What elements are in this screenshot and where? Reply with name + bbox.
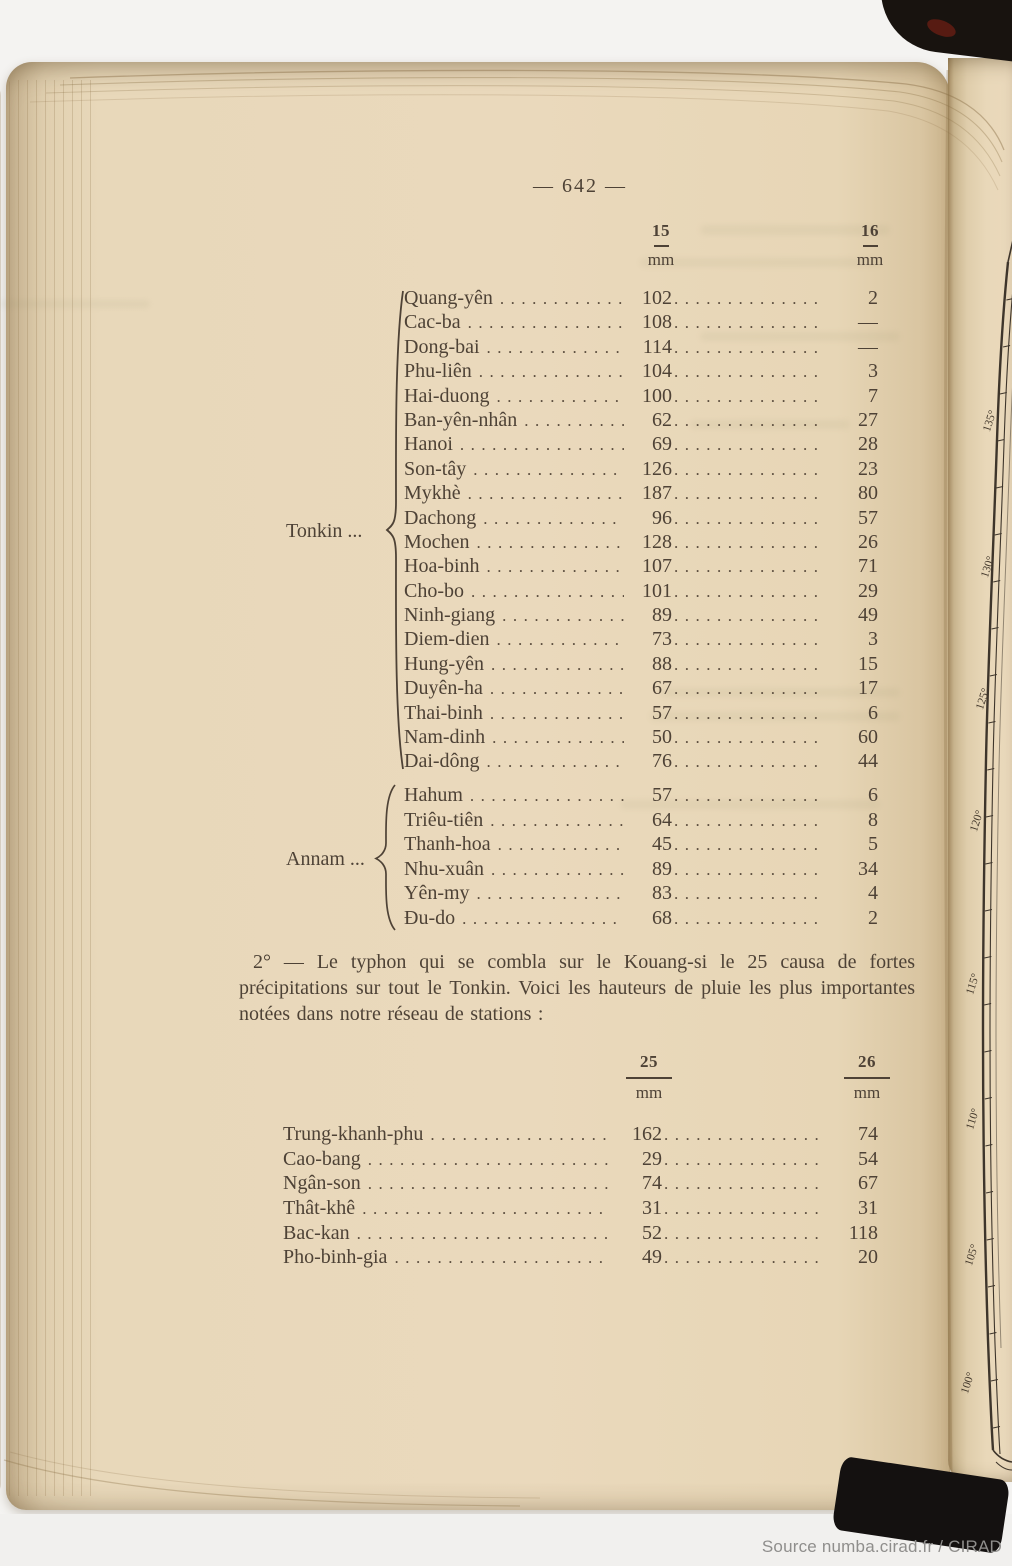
header-rule [654, 245, 669, 247]
day-number: 15 [652, 221, 670, 240]
leader-dots [522, 409, 624, 432]
value-col1: 76 [652, 750, 672, 773]
table-row [404, 701, 878, 725]
station-name: Cho-bo [404, 579, 464, 602]
station-name: Nhu-xuân [404, 857, 484, 880]
leader-dots [662, 1172, 820, 1196]
station-name: Ngân-son [283, 1172, 361, 1195]
leader-dots [672, 858, 822, 882]
station-name: Triêu-tiên [404, 808, 484, 831]
leader-dots [481, 507, 624, 530]
table-row [404, 432, 878, 456]
station-name: Hai-duong [404, 384, 490, 407]
unit-label: mm [856, 250, 884, 269]
page-stack-left-edge [0, 80, 92, 1496]
leader-dots [495, 385, 624, 408]
leader-dots [662, 1222, 820, 1246]
leader-dots [490, 726, 624, 749]
value-col2: 20 [858, 1246, 878, 1269]
value-col1: 107 [642, 555, 672, 578]
station-name: Cao-bang [283, 1147, 361, 1170]
value-col1: 29 [642, 1147, 662, 1170]
station-name: Hahum [404, 784, 463, 806]
day-number: 16 [861, 221, 879, 240]
station-name: Phu-liên [404, 360, 472, 383]
value-col1: 83 [652, 882, 672, 904]
day-number: 25 [640, 1052, 658, 1071]
leader-dots [495, 628, 624, 651]
leader-dots [672, 628, 822, 651]
value-col2: 49 [858, 604, 878, 627]
value-col1: 62 [652, 408, 672, 431]
leader-dots [485, 555, 624, 578]
value-col1: 89 [652, 604, 672, 627]
table-row [404, 832, 878, 857]
station-name: Duyên-ha [404, 677, 483, 700]
value-col1: 68 [652, 906, 672, 929]
leader-dots [466, 311, 624, 334]
leader-dots [477, 360, 624, 383]
table-row [404, 359, 878, 383]
longitude-label: 135° [981, 408, 1000, 434]
table2-col-header-day25 [624, 1052, 674, 1103]
value-col2: 5 [868, 833, 878, 855]
table2-rows [283, 1122, 878, 1270]
unit-label: mm [647, 250, 675, 269]
table-row [404, 286, 878, 310]
value-col2: 6 [868, 701, 878, 724]
leader-dots [466, 482, 624, 505]
station-name: Bac-kan [283, 1221, 350, 1244]
header-rule [844, 1077, 890, 1079]
source-attribution: Source numba.cirad.fr / CIRAD [761, 1537, 1002, 1556]
station-name: Dachong [404, 506, 477, 529]
station-name: Diem-dien [404, 628, 490, 651]
leader-dots [662, 1246, 820, 1270]
leader-dots [469, 580, 624, 603]
leader-dots [468, 784, 624, 808]
station-name: Mochen [404, 530, 470, 553]
table-row [404, 506, 878, 530]
book-binding-corner [874, 0, 1012, 63]
table-row [283, 1221, 878, 1246]
leader-dots [458, 433, 624, 456]
leader-dots [672, 311, 822, 334]
header-rule [863, 245, 878, 247]
leader-dots [496, 833, 624, 857]
value-col1: 126 [642, 457, 672, 480]
value-col2: 54 [858, 1147, 878, 1170]
leader-dots [672, 433, 822, 456]
leader-dots [485, 336, 624, 359]
header-rule [626, 1077, 672, 1079]
station-name: Ninh-giang [404, 604, 496, 627]
value-col2: 28 [858, 433, 878, 456]
leader-dots [672, 677, 822, 700]
leader-dots [672, 336, 822, 359]
longitude-label: 125° [974, 686, 993, 712]
station-name: Dai-dông [404, 750, 480, 773]
value-col2: 2 [868, 906, 878, 929]
leader-dots [460, 907, 624, 931]
value-col2: 57 [858, 506, 878, 529]
leader-dots [672, 809, 822, 833]
value-col2: 67 [858, 1172, 878, 1195]
leader-dots [488, 677, 624, 700]
leader-dots [672, 726, 822, 749]
leader-dots [366, 1172, 610, 1196]
value-col2: 34 [858, 857, 878, 880]
station-name: Trung-khanh-phu [283, 1123, 424, 1145]
value-col1: 57 [652, 784, 672, 806]
leader-dots [672, 702, 822, 725]
value-col1: 114 [642, 335, 672, 358]
value-col1: 187 [642, 482, 672, 505]
value-col2: 2 [868, 287, 878, 309]
leader-dots [366, 1148, 610, 1172]
leader-dots [672, 385, 822, 408]
value-col2: 15 [858, 652, 878, 675]
value-col1: 89 [652, 857, 672, 880]
station-name: Yên-my [404, 882, 470, 904]
value-col2: 4 [868, 882, 878, 904]
leader-dots [488, 702, 624, 725]
table-row [404, 881, 878, 906]
value-col1: 102 [642, 287, 672, 309]
station-name: Thai-binh [404, 701, 483, 724]
station-name: Pho-binh-gia [283, 1246, 388, 1269]
day-number: 26 [858, 1052, 876, 1071]
table1-col-header-day16 [845, 221, 895, 270]
value-col2: 8 [868, 808, 878, 831]
value-col2: 17 [858, 677, 878, 700]
annam-brace [372, 781, 399, 934]
unit-label: mm [853, 1082, 881, 1102]
value-col2: 29 [858, 579, 878, 602]
table-row [404, 627, 878, 651]
body-paragraph: 2° — Le typhon qui se combla sur le Kouang-si le 25 causa de fortes précipitations sur tout le Tonkin. Voici les hauteurs de pluie les plus importantes notées dans notre réseau de stations : [239, 951, 915, 1025]
page-showthrough [0, 300, 150, 308]
value-col1: 73 [652, 628, 672, 651]
value-col2: 118 [848, 1221, 878, 1244]
leader-dots [672, 653, 822, 676]
leader-dots [672, 409, 822, 432]
leader-dots [672, 287, 822, 310]
group-label-annam: Annam ... [286, 848, 365, 870]
leader-dots [672, 531, 822, 554]
value-col2: 44 [858, 750, 878, 773]
leader-dots [672, 750, 822, 773]
table-row [404, 335, 878, 359]
value-col2: 26 [858, 530, 878, 553]
table-row [404, 579, 878, 603]
value-col1: 31 [642, 1197, 662, 1220]
longitude-label: 105° [963, 1242, 982, 1268]
value-col1: 49 [642, 1246, 662, 1269]
leader-dots [672, 604, 822, 627]
table-row [404, 603, 878, 627]
station-name: Đu-do [404, 906, 456, 929]
table-row [404, 457, 878, 481]
table-row [283, 1147, 878, 1172]
longitude-label: 110° [964, 1107, 983, 1132]
leader-dots [392, 1246, 610, 1270]
value-col1: 100 [642, 384, 672, 407]
leader-dots [360, 1197, 610, 1221]
leader-dots [672, 882, 822, 906]
leader-dots [662, 1123, 820, 1147]
value-col2: — [858, 335, 878, 358]
value-col2: 3 [868, 360, 878, 383]
value-col1: 52 [642, 1221, 662, 1244]
value-col1: 88 [652, 652, 672, 675]
table-row [404, 652, 878, 676]
longitude-label: 120° [968, 808, 987, 834]
value-col2: 80 [858, 482, 878, 505]
value-col2: 74 [858, 1123, 878, 1145]
table-row [404, 676, 878, 700]
value-col1: 64 [652, 808, 672, 831]
station-name: Dong-bai [404, 335, 480, 358]
table-row [404, 857, 878, 882]
table-row [283, 1171, 878, 1196]
leader-dots [672, 833, 822, 857]
value-col2: — [858, 311, 878, 334]
leader-dots [672, 360, 822, 383]
value-col1: 57 [652, 701, 672, 724]
value-col2: 31 [858, 1197, 878, 1220]
station-name: Nam-dinh [404, 726, 486, 749]
leader-dots [475, 882, 624, 906]
leader-dots [485, 750, 624, 773]
longitude-label: 130° [979, 554, 998, 580]
value-col1: 128 [642, 530, 672, 553]
page-number: — 642 — [533, 175, 627, 197]
leader-dots [672, 784, 822, 808]
leader-dots [355, 1222, 610, 1246]
table-row [404, 408, 878, 432]
annam-rows [404, 783, 878, 930]
leader-dots [488, 809, 624, 833]
longitude-label: 100° [959, 1370, 978, 1396]
leader-dots [672, 580, 822, 603]
leader-dots [672, 482, 822, 505]
table-row [404, 783, 878, 808]
value-col1: 67 [652, 677, 672, 700]
leader-dots [672, 458, 822, 481]
table-row [283, 1122, 878, 1147]
station-name: Hanoi [404, 433, 453, 456]
value-col2: 6 [868, 784, 878, 806]
value-col1: 108 [642, 311, 672, 334]
table-row [283, 1245, 878, 1270]
leader-dots [672, 507, 822, 530]
table-row [404, 554, 878, 578]
value-col1: 96 [652, 506, 672, 529]
station-name: Hung-yên [404, 652, 484, 675]
value-col2: 60 [858, 726, 878, 749]
group-label-tonkin: Tonkin ... [286, 520, 363, 542]
leader-dots [471, 458, 624, 481]
leader-dots [489, 858, 624, 882]
value-col1: 74 [642, 1172, 662, 1195]
table-row [404, 384, 878, 408]
value-col2: 27 [858, 408, 878, 431]
table1-col-header-day15 [636, 221, 686, 270]
value-col1: 104 [642, 360, 672, 383]
value-col1: 101 [642, 579, 672, 602]
table-row [404, 906, 878, 931]
leader-dots [489, 653, 624, 676]
station-name: Quang-yên [404, 287, 493, 309]
leader-dots [672, 555, 822, 578]
leader-dots [475, 531, 624, 554]
leader-dots [672, 907, 822, 931]
value-col2: 7 [868, 384, 878, 407]
value-col1: 45 [652, 833, 672, 855]
value-col2: 71 [858, 555, 878, 578]
table-row [404, 481, 878, 505]
station-name: Son-tây [404, 457, 467, 480]
table-row [283, 1196, 878, 1221]
station-name: Mykhè [404, 482, 461, 505]
leader-dots [662, 1197, 820, 1221]
value-col1: 69 [652, 433, 672, 456]
unit-label: mm [635, 1082, 663, 1102]
value-col2: 3 [868, 628, 878, 651]
leader-dots [662, 1148, 820, 1172]
table-row [404, 725, 878, 749]
leader-dots [428, 1123, 610, 1147]
adjacent-map-page [948, 58, 1012, 1482]
station-name: Thanh-hoa [404, 833, 491, 855]
table-row [404, 808, 878, 833]
station-name: Thât-khê [283, 1197, 356, 1220]
tonkin-rows [404, 286, 878, 774]
station-name: Hoa-binh [404, 555, 480, 578]
value-col2: 23 [858, 457, 878, 480]
station-name: Ban-yên-nhân [404, 408, 518, 431]
value-col1: 162 [632, 1123, 662, 1145]
value-col1: 50 [652, 726, 672, 749]
station-name: Cac-ba [404, 311, 461, 334]
table-row [404, 530, 878, 554]
leader-dots [498, 287, 624, 310]
longitude-label: 115° [964, 972, 983, 997]
leader-dots [500, 604, 624, 627]
table2-col-header-day26 [842, 1052, 892, 1103]
table-row [404, 749, 878, 773]
table-row [404, 310, 878, 334]
